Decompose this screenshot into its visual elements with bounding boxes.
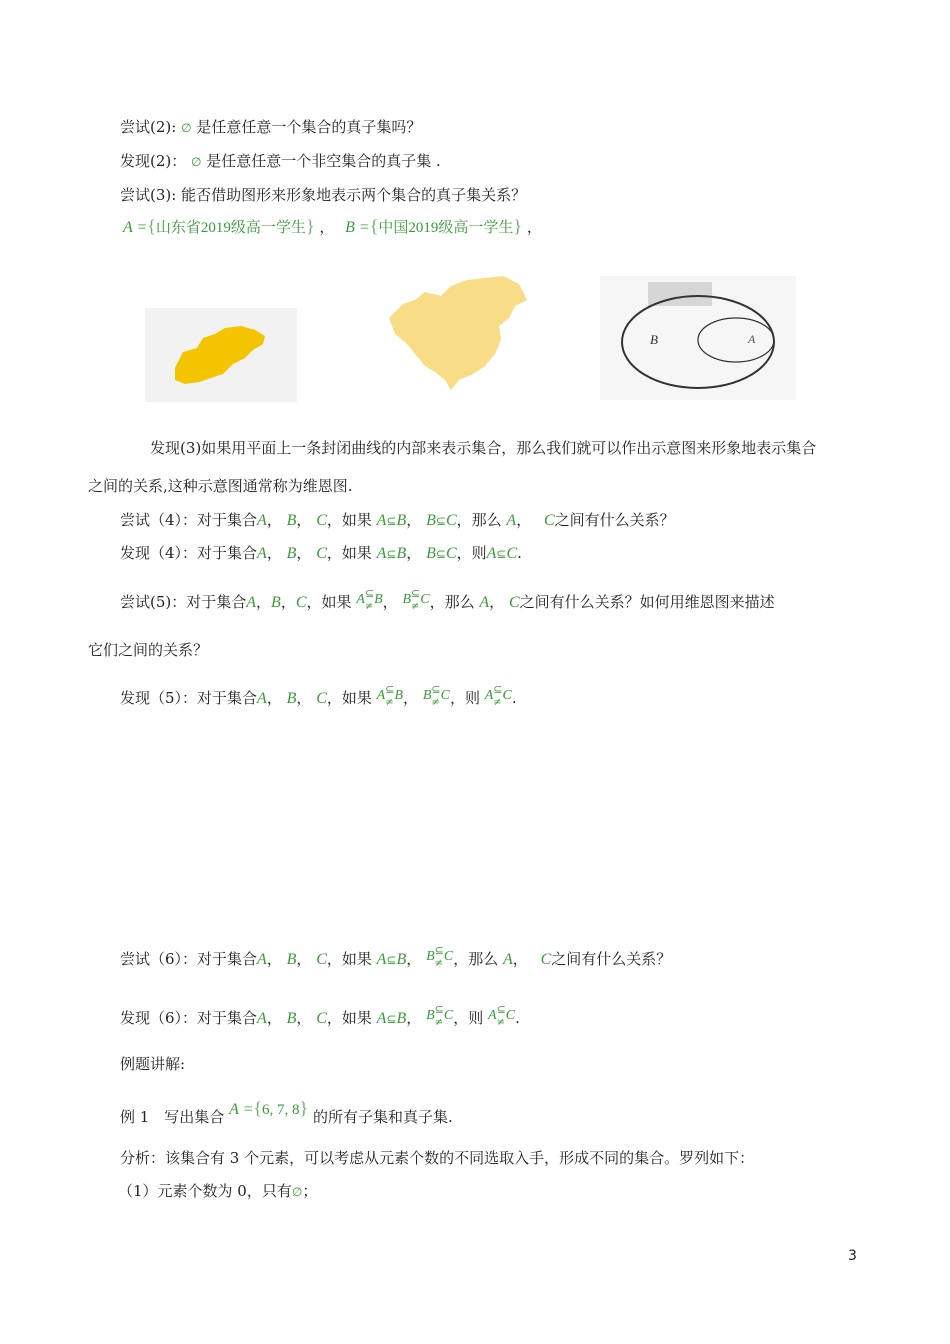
page-number: 3: [848, 1248, 857, 1264]
find-3: 发现(3)如果用平面上一条封闭曲线的内部来表示集合，那么我们就可以作出示意图来形象地表示集合: [150, 439, 817, 457]
china-map-shape: [385, 274, 535, 392]
empty-set-symbol: ∅: [181, 121, 192, 135]
not-equal-mark: ≠: [364, 601, 374, 612]
venn-diagram-image: [600, 276, 796, 400]
not-equal-mark: ≠: [385, 697, 394, 708]
proper-subset-a-b: A⊆ ≠ B: [356, 590, 382, 610]
venn-label-b: B: [650, 332, 658, 347]
example-heading: 例题讲解:: [120, 1055, 186, 1073]
shandong-map-shape: [145, 308, 297, 402]
find-3-cont: 之间的关系,这种示意图通常称为维恩图.: [88, 477, 353, 495]
find-5: 发现（5）：对于集合A， B， C，如果 A⊆ ≠ B， B⊆ ≠ C，则 A⊆ ≠ C.: [120, 686, 517, 709]
example-1: 例 1 写出集合 A ={6, 7, 8} 的所有子集和真子集.: [120, 1098, 453, 1126]
try-6: 尝试（6）：对于集合A， B， C，如果 A⊆B， B⊆ ≠ C，那么 A， C之间有什么关系？: [120, 947, 671, 970]
venn-label-a: A: [748, 332, 756, 346]
not-equal-mark: ≠: [496, 1017, 505, 1028]
proper-subset-b-c: B⊆ ≠ C: [402, 590, 429, 610]
example-set: A ={6, 7, 8}: [229, 1098, 309, 1118]
not-equal-mark: ≠: [434, 958, 444, 969]
try-2: 尝试(2): ∅ 是任意任意一个集合的真子集吗？: [120, 118, 422, 136]
not-equal-mark: ≠: [434, 1017, 444, 1028]
venn-diagram: [600, 276, 796, 400]
try-5-cont: 它们之间的关系？: [88, 641, 209, 659]
empty-set-symbol: ∅: [191, 155, 202, 169]
set-definitions: A ={山东省2019级高一学生} ， B ={中国2019级高一学生} ，: [123, 216, 542, 236]
try-4: 尝试（4）：对于集合A， B， C，如果 A⊆B， B⊆C，那么 A， C之间有什么关系？: [120, 511, 675, 529]
find-2: 发现(2)： ∅ 是任意任意一个非空集合的真子集 .: [120, 152, 441, 170]
not-equal-mark: ≠: [411, 601, 420, 612]
analysis: 分析：该集合有 3 个元素，可以考虑从元素个数的不同选取入手，形成不同的集合。罗列如下：: [120, 1149, 755, 1167]
china-map-image: [385, 274, 535, 392]
find-4: 发现（4）：对于集合A， B， C，如果 A⊆B， B⊆C，则A⊆C.: [120, 544, 522, 562]
try-5: 尝试(5)：对于集合A，B，C，如果 A⊆ ≠ B， B⊆ ≠ C，那么 A， C之间有什么关系？如何用维恩图来描述: [120, 590, 775, 613]
not-equal-mark: ≠: [431, 697, 440, 708]
shandong-map-image: [145, 308, 297, 402]
analysis-item-1: （1）元素个数为 0，只有∅；: [118, 1182, 318, 1200]
not-equal-mark: ≠: [493, 697, 502, 708]
try-3: 尝试(3): 能否借助图形来形象地表示两个集合的真子集关系？: [120, 186, 527, 204]
find-6: 发现（6）：对于集合A， B， C，如果 A⊆B， B⊆ ≠ C，则 A⊆ ≠ C.: [120, 1006, 520, 1029]
